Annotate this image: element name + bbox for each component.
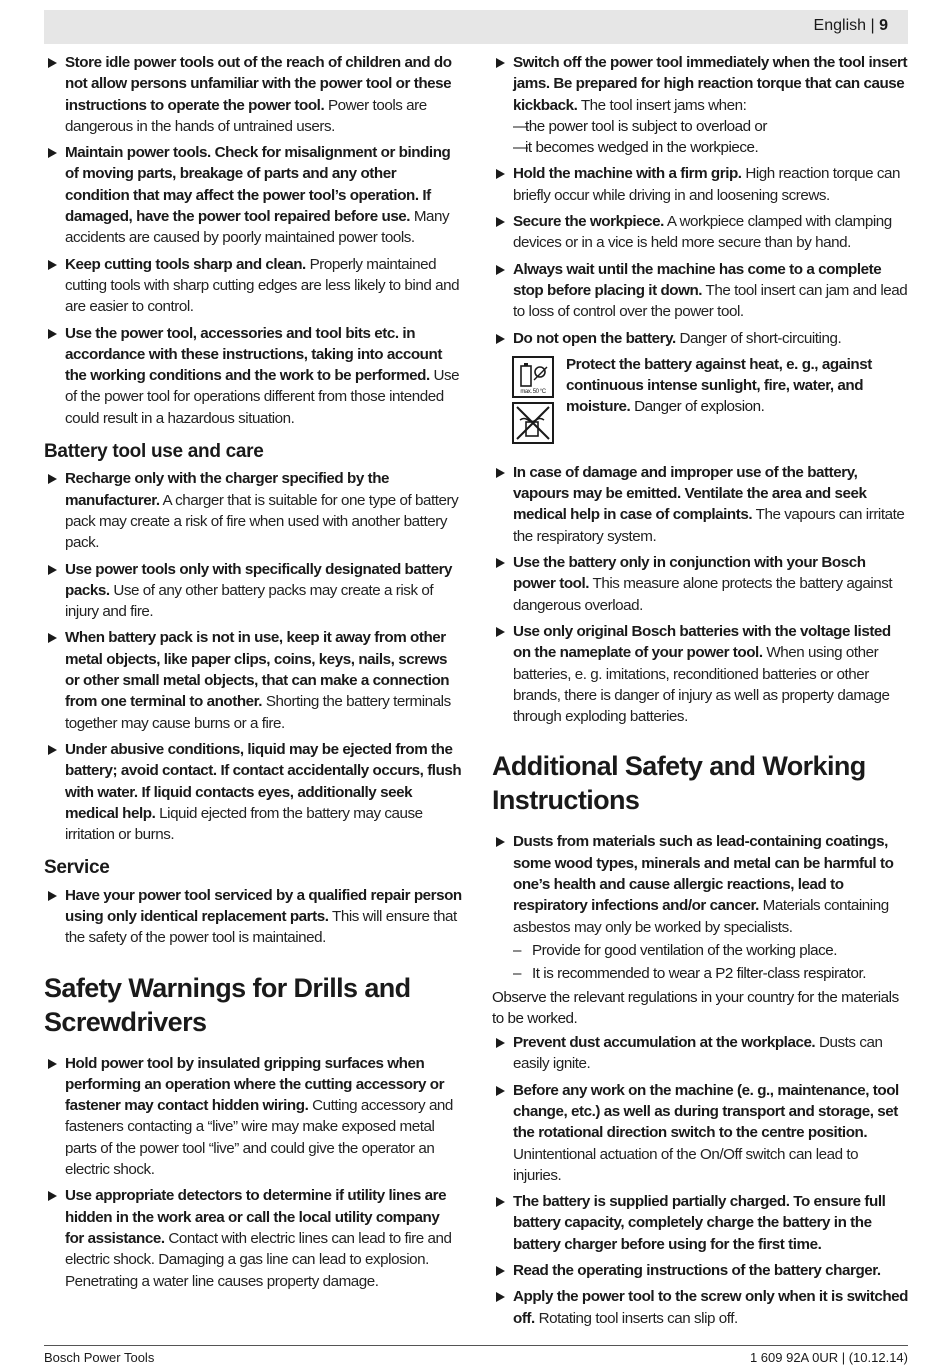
dash-item: —the power tool is subject to overload or: [513, 117, 768, 135]
header-bar: [44, 10, 908, 44]
list-item: Do not open the battery. Danger of short-circuiting.: [492, 328, 910, 349]
list-item: Before any work on the machine (e. g., maintenance, tool change, etc.) as well as during transport and storage, set the rotational direction switch to the centre position. Unintentional actuation of the On/Off switch can lead to injuries.: [492, 1080, 910, 1186]
list-item: Use the power tool, accessories and tool bits etc. in accordance with these instructions, taking into account the working conditions and the work to be performed. Use of the power tool for operations different from those intended could result in a hazardous situation.: [44, 323, 462, 429]
list-item: Store idle power tools out of the reach of children and do not allow persons unfamiliar with the power tool or these instructions to operate the power tool. Power tools are dangerous in the hands of untrained users.: [44, 52, 462, 137]
list-item: Apply the power tool to the screw only when it is switched off. Rotating tool inserts can slip off.: [492, 1286, 910, 1329]
footer-divider: [44, 1345, 908, 1346]
section-title-drills: Safety Warnings for Drills and Screwdrivers: [44, 972, 411, 1037]
left-column: [44, 52, 462, 1297]
section-heading-battery: Battery tool use and care: [44, 441, 264, 463]
list-item: Use power tools only with specifically designated battery packs. Use of any other battery packs may create a risk of injury and fire.: [44, 559, 462, 623]
list-item: Under abusive conditions, liquid may be ejected from the battery; avoid contact. If contact accidentally occurs, flush with water. If liquid contacts eyes, additionally seek medical help. Liquid ejected from the battery may cause irritation or burns.: [44, 739, 462, 845]
section-heading-service: Service: [44, 857, 110, 879]
list-item: Recharge only with the charger specified by the manufacturer. A charger that is suitable for one type of battery pack may create a risk of fire when used with another battery pack.: [44, 468, 462, 553]
list-item: Read the operating instructions of the battery charger.: [492, 1260, 910, 1281]
list-item: Hold the machine with a firm grip. High reaction torque can briefly occur while driving in and loosening screws.: [492, 163, 910, 206]
page-number: 9: [879, 17, 888, 34]
observe-paragraph: Observe the relevant regulations in your country for the materials to be worked.: [492, 988, 899, 1027]
list-item: Use only original Bosch batteries with the voltage listed on the nameplate of your power tool. When using other batteries, e. g. imitations, reconditioned batteries or other brands, there is danger of injury as well as property damage through exploding batteries.: [492, 621, 910, 727]
list-item: Maintain power tools. Check for misalignment or binding of moving parts, breakage of parts and any other condition that may affect the power tool’s operation. If damaged, have the power tool repaired before use. Many accidents are caused by poorly maintained power tools.: [44, 142, 462, 248]
right-column: [492, 52, 910, 1334]
battery-warning-icons: [512, 356, 558, 448]
footer-doc-number: 1 609 92A 0UR | (10.12.14): [749, 1350, 908, 1365]
list-item: Switch off the power tool immediately when the tool insert jams. Be prepared for high reaction torque that can cause kickback. The tool insert jams when:: [492, 52, 910, 116]
list-item: Hold power tool by insulated gripping surfaces when performing an operation where the cutting accessory or fastener may contact hidden wiring. Cutting accessory and fasteners contacting a “live” wire may make exposed metal parts of the power tool “live” and could give the operator an electric shock.: [44, 1053, 462, 1181]
dash-item: – It is recommended to wear a P2 filter-class respirator.: [513, 965, 866, 983]
header-separator: |: [870, 17, 875, 34]
header-language: English: [813, 17, 867, 34]
no-water-immersion-icon: [512, 402, 554, 444]
list-item: When battery pack is not in use, keep it away from other metal objects, like paper clips, coins, keys, nails, screws or other small metal objects, that can make a connection from one terminal to another. Shorting the battery terminals together may cause burns or a fire.: [44, 627, 462, 733]
section-title-additional: Additional Safety and Working Instructions: [492, 751, 866, 816]
list-item: Dusts from materials such as lead-containing coatings, some wood types, minerals and metal can be harmful to one’s health and cause allergic reactions, lead to respiratory infections and/or cancer. Materials containing asbestos may only be worked by specialists.: [492, 831, 910, 937]
list-item: Have your power tool serviced by a qualified repair person using only identical replacement parts. This will ensure that the safety of the power tool is maintained.: [44, 885, 462, 949]
page-header: [814, 17, 888, 35]
dash-item: – Provide for good ventilation of the working place.: [513, 941, 838, 959]
footer-brand: Bosch Power Tools: [44, 1350, 155, 1365]
list-item: Always wait until the machine has come to a complete stop before placing it down. The tool insert can jam and lead to loss of control over the power tool.: [492, 259, 910, 323]
list-item: Secure the workpiece. A workpiece clamped with clamping devices or in a vice is held more secure than by hand.: [492, 211, 910, 254]
list-item: In case of damage and improper use of the battery, vapours may be emitted. Ventilate the area and seek medical help in case of complaints. The vapours can irritate the respiratory system.: [492, 462, 910, 547]
list-item: Use appropriate detectors to determine if utility lines are hidden in the work area or call the local utility company for assistance. Contact with electric lines can lead to fire and electric shock. Damaging a gas line can lead to explosion. Penetrating a water line causes property damage.: [44, 1185, 462, 1291]
list-item: The battery is supplied partially charged. To ensure full battery capacity, completely charge the battery in the battery charger before using for the first time.: [492, 1191, 910, 1255]
max-temp-label: max. 50 °C: [520, 388, 546, 395]
list-item: Use the battery only in conjunction with your Bosch power tool. This measure alone protects the battery against dangerous overload.: [492, 552, 910, 616]
battery-heat-warning: max. 50 °C Protect the battery against heat, e. g., against continuous intense sunlight, fire, water, and moisture. Danger of explosion.: [492, 354, 910, 446]
list-item: Keep cutting tools sharp and clean. Properly maintained cutting tools with sharp cutting edges are less likely to bind and are easier to control.: [44, 254, 462, 318]
heat-warning-icon: [512, 356, 554, 398]
list-item: Prevent dust accumulation at the workplace. Dusts can easily ignite.: [492, 1032, 910, 1075]
dash-item: —it becomes wedged in the workpiece.: [513, 139, 759, 157]
